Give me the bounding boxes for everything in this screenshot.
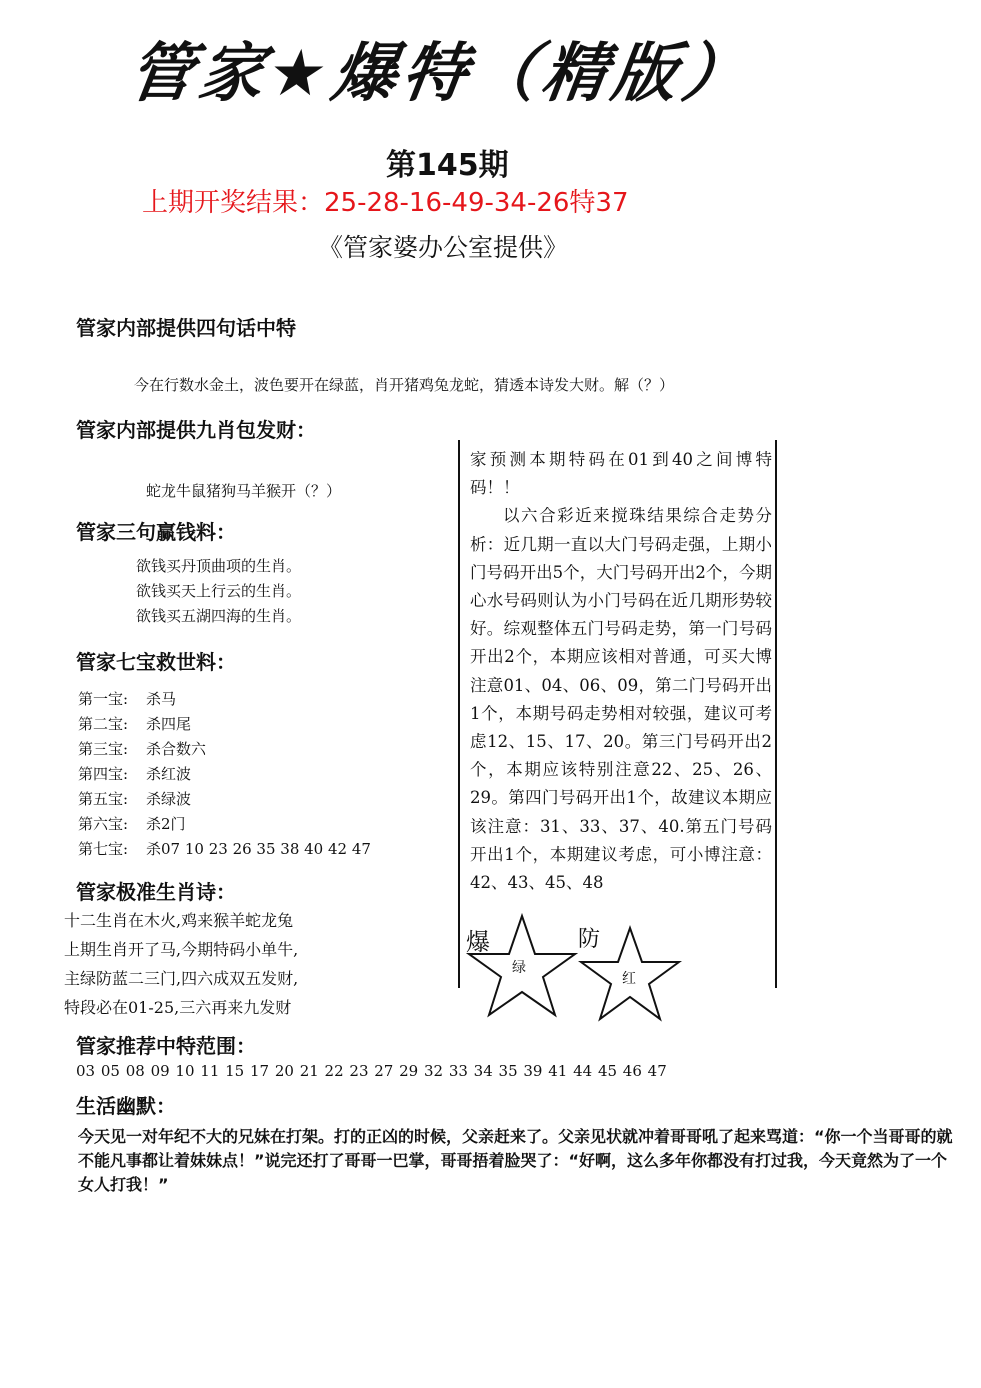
star1-label: 爆	[466, 928, 490, 956]
treasure-label: 第七宝:	[78, 840, 129, 858]
poem-line: 上期生肖开了马,今期特码小单牛,	[64, 940, 299, 959]
treasure-value: 杀2门	[146, 815, 186, 833]
treasure-label: 第六宝:	[78, 815, 129, 833]
page-title: 管家★爆特（精版）	[123, 37, 758, 111]
humor-heading: 生活幽默：	[76, 1094, 176, 1118]
issue-number: 第145期	[386, 148, 509, 183]
analysis-paragraph: 以六合彩近来搅珠结果综合走势分析：近几期一直以大门号码走强，上期小门号码开出5个，大门号码开出2个，今期心水号码则认为小门号码在近几期形势较好。综观整体五门号码走势，第一门号码开出2个，本期应该相对普通，可买大博注意01、04、06、09，第二门号码开出1个，本期号码走势相对较强，建议可考虑12、15、17、20。第三门号码开出2个，本期应该特别注意22、25、26、29。第四门号码开出1个，故建议本期应该注意：31、33、37、40.第五门号码开出1个，本期建议考虑，可小博注意：42、43、45、48	[470, 506, 772, 893]
star1-inner: 绿	[512, 960, 526, 976]
seven-treasures-heading: 管家七宝救世料：	[76, 650, 236, 674]
poem-heading: 管家极准生肖诗：	[76, 880, 236, 904]
range-heading: 管家推荐中特范围：	[76, 1034, 256, 1058]
star2-inner: 红	[622, 971, 636, 987]
analysis-text	[470, 446, 772, 897]
treasure-value: 杀马	[146, 690, 177, 708]
analysis-paragraph: 家预测本期特码在01到40之间博特码！！	[470, 450, 772, 498]
treasure-value: 杀红波	[146, 765, 192, 783]
treasure-value: 杀07 10 23 26 35 38 40 42 47	[146, 840, 371, 858]
provider-line: 《管家婆办公室提供》	[318, 233, 569, 262]
treasure-label: 第一宝:	[78, 690, 129, 708]
four-sentence-heading: 管家内部提供四句话中特	[76, 316, 296, 340]
three-lines-line: 欲钱买五湖四海的生肖。	[136, 607, 302, 625]
treasure-label: 第二宝:	[78, 715, 129, 733]
poem-line: 特段必在01-25,三六再来九发财	[64, 998, 292, 1017]
humor-text: 今天见一对年纪不大的兄妹在打架。打的正凶的时候，父亲赶来了。父亲见状就冲着哥哥吼了起来骂道：“你一个当哥哥的就不能凡事都让着妹妹点！”说完还打了哥哥一巴掌，哥哥捂着脸哭了：“好啊，这么多年你都没有打过我，今天竟然为了一个女人打我！”	[78, 1127, 953, 1194]
treasure-label: 第五宝:	[78, 790, 129, 808]
analysis-box	[462, 440, 777, 988]
four-sentence-text: 今在行数水金土，波色要开在绿蓝，肖开猪鸡兔龙蛇，猜透本诗发大财。解（？）	[134, 376, 675, 394]
column-divider-right	[775, 440, 777, 988]
last-result: 上期开奖结果：25-28-16-49-34-26特37	[142, 188, 629, 218]
column-divider-left	[458, 440, 460, 988]
poem-line: 十二生肖在木火,鸡来猴羊蛇龙兔	[64, 911, 294, 930]
three-lines-line: 欲钱买天上行云的生肖。	[136, 582, 302, 600]
nine-zodiac-heading: 管家内部提供九肖包发财：	[76, 418, 316, 442]
range-numbers: 03 05 08 09 10 11 15 17 20 21 22 23 27 29 32 33 34 35 39 41 44 45 46 47	[76, 1062, 667, 1080]
three-lines-line: 欲钱买丹顶曲项的生肖。	[136, 557, 302, 575]
poem-line: 主绿防蓝二三门,四六成双五发财,	[64, 969, 299, 988]
treasure-label: 第四宝:	[78, 765, 129, 783]
treasure-value: 杀绿波	[146, 790, 192, 808]
treasure-label: 第三宝:	[78, 740, 129, 758]
treasure-value: 杀四尾	[146, 715, 192, 733]
three-lines-heading: 管家三句赢钱料：	[76, 520, 236, 544]
star2-label: 防	[578, 927, 601, 952]
nine-zodiac-text: 蛇龙牛鼠猪狗马羊猴开（？）	[146, 482, 342, 500]
treasure-value: 杀合数六	[146, 740, 207, 758]
